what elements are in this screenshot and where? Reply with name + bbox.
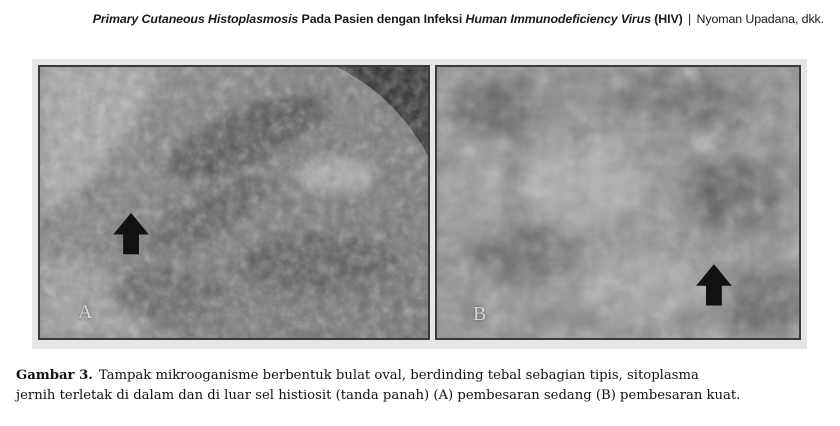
micrograph-panel-b — [435, 65, 801, 340]
micrograph-panel-a — [38, 65, 430, 340]
header-separator: | — [688, 12, 692, 26]
header-title-italic-1: Primary Cutaneous Histoplasmosis — [92, 12, 299, 26]
micrograph-b-image — [437, 67, 799, 338]
header-authors: Nyoman Upadana, dkk. — [696, 12, 824, 26]
micrograph-a-image — [40, 67, 428, 338]
running-header — [93, 12, 824, 26]
caption-line-1 — [16, 366, 828, 386]
panel-label-b: B — [473, 303, 487, 325]
caption-text-line-2: jernih terletak di dalam dan di luar sel histiosit (tanda panah) (A) pembesaran sedang (B) pembesaran kuat. — [16, 388, 741, 403]
header-title-italic-2: Human Immunodeficiency Virus — [465, 12, 651, 26]
caption-text-line-1: Tampak mikrooganisme berbentuk bulat oval, berdinding tebal sebagian tipis, sitoplasma — [98, 368, 699, 383]
panel-label-a: A — [78, 301, 93, 323]
caption-label: Gambar 3. — [16, 368, 93, 383]
figure — [32, 59, 807, 349]
figure-caption — [16, 366, 828, 406]
header-title-plain-1: Pada Pasien dengan Infeksi — [298, 12, 466, 26]
header-title-plain-2: (HIV) — [650, 12, 683, 26]
